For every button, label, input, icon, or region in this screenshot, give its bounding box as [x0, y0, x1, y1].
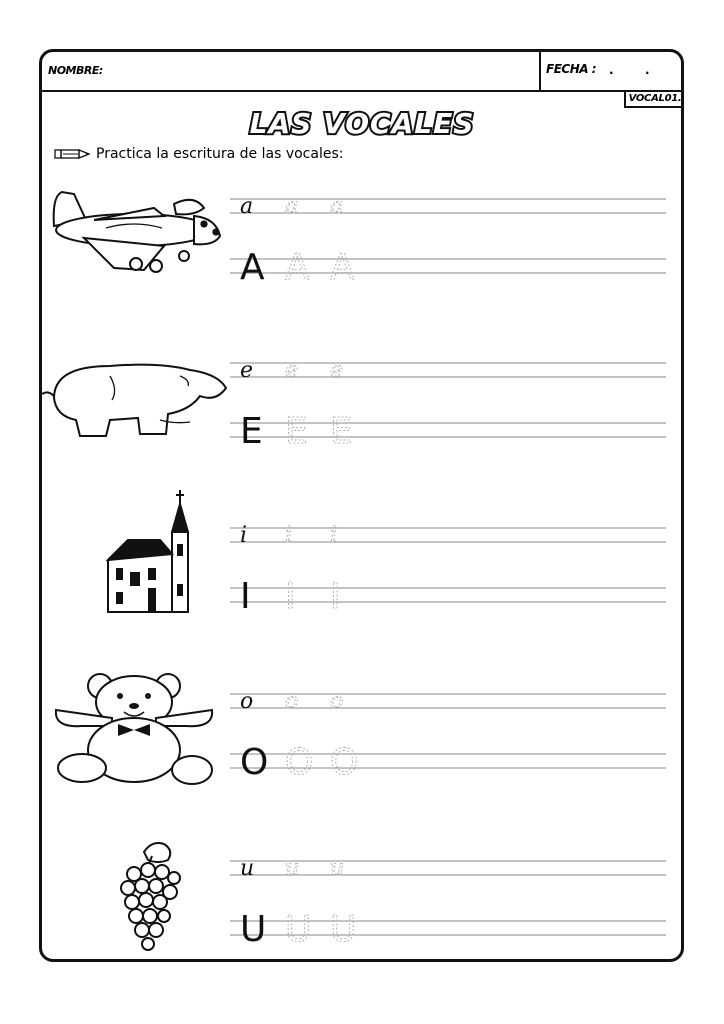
- grapes-picture: [118, 840, 184, 952]
- lowercase-trace-letter: i: [330, 523, 338, 548]
- lowercase-model-letter: e: [240, 358, 254, 383]
- lowercase-trace-letter: e: [330, 358, 344, 383]
- lowercase-trace-letter: o: [330, 689, 344, 714]
- uppercase-trace-letter: U: [285, 909, 312, 950]
- uppercase-model-letter: E: [240, 411, 263, 452]
- lowercase-trace-letter: a: [285, 194, 299, 219]
- date-label: FECHA :: [546, 62, 597, 76]
- uppercase-trace-letter: E: [285, 411, 308, 452]
- uppercase-model-letter: A: [240, 247, 265, 288]
- page-title-text: LAS VOCALES: [249, 107, 474, 140]
- lowercase-trace-letter: e: [285, 358, 299, 383]
- lowercase-trace-letter: u: [330, 856, 345, 881]
- instruction: [54, 146, 343, 162]
- name-label: NOMBRE:: [48, 64, 103, 77]
- lowercase-trace-letter: i: [285, 523, 293, 548]
- uppercase-trace-letter: I: [285, 576, 296, 617]
- uppercase-trace-letter: I: [330, 576, 341, 617]
- uppercase-model-letter: U: [240, 909, 267, 950]
- lowercase-model-letter: u: [240, 856, 255, 881]
- lowercase-model-letter: i: [240, 523, 248, 548]
- uppercase-trace-letter: U: [330, 909, 357, 950]
- sheet-code: VOCAL01.: [624, 90, 684, 108]
- uppercase-trace-letter: A: [285, 247, 310, 288]
- instruction-text: Practica la escritura de las vocales:: [96, 146, 344, 162]
- church-picture: [106, 488, 192, 616]
- pencil-icon: [54, 147, 92, 161]
- airplane-picture: [44, 186, 224, 278]
- elephant-picture: [40, 356, 230, 438]
- page-title: [42, 106, 681, 140]
- uppercase-model-letter: I: [240, 576, 251, 617]
- date-dot-1: ·: [609, 66, 614, 80]
- lowercase-trace-letter: a: [330, 194, 344, 219]
- lowercase-trace-letter: o: [285, 689, 299, 714]
- uppercase-trace-letter: E: [330, 411, 353, 452]
- lowercase-trace-letter: u: [285, 856, 300, 881]
- header-column-divider: [539, 52, 541, 90]
- uppercase-model-letter: O: [240, 742, 269, 783]
- uppercase-trace-letter: A: [330, 247, 355, 288]
- lowercase-model-letter: a: [240, 194, 254, 219]
- lowercase-model-letter: o: [240, 689, 254, 714]
- teddy-bear-picture: [52, 672, 216, 788]
- uppercase-trace-letter: O: [285, 742, 314, 783]
- date-dot-2: ·: [645, 66, 650, 80]
- uppercase-trace-letter: O: [330, 742, 359, 783]
- header-divider: [42, 90, 681, 92]
